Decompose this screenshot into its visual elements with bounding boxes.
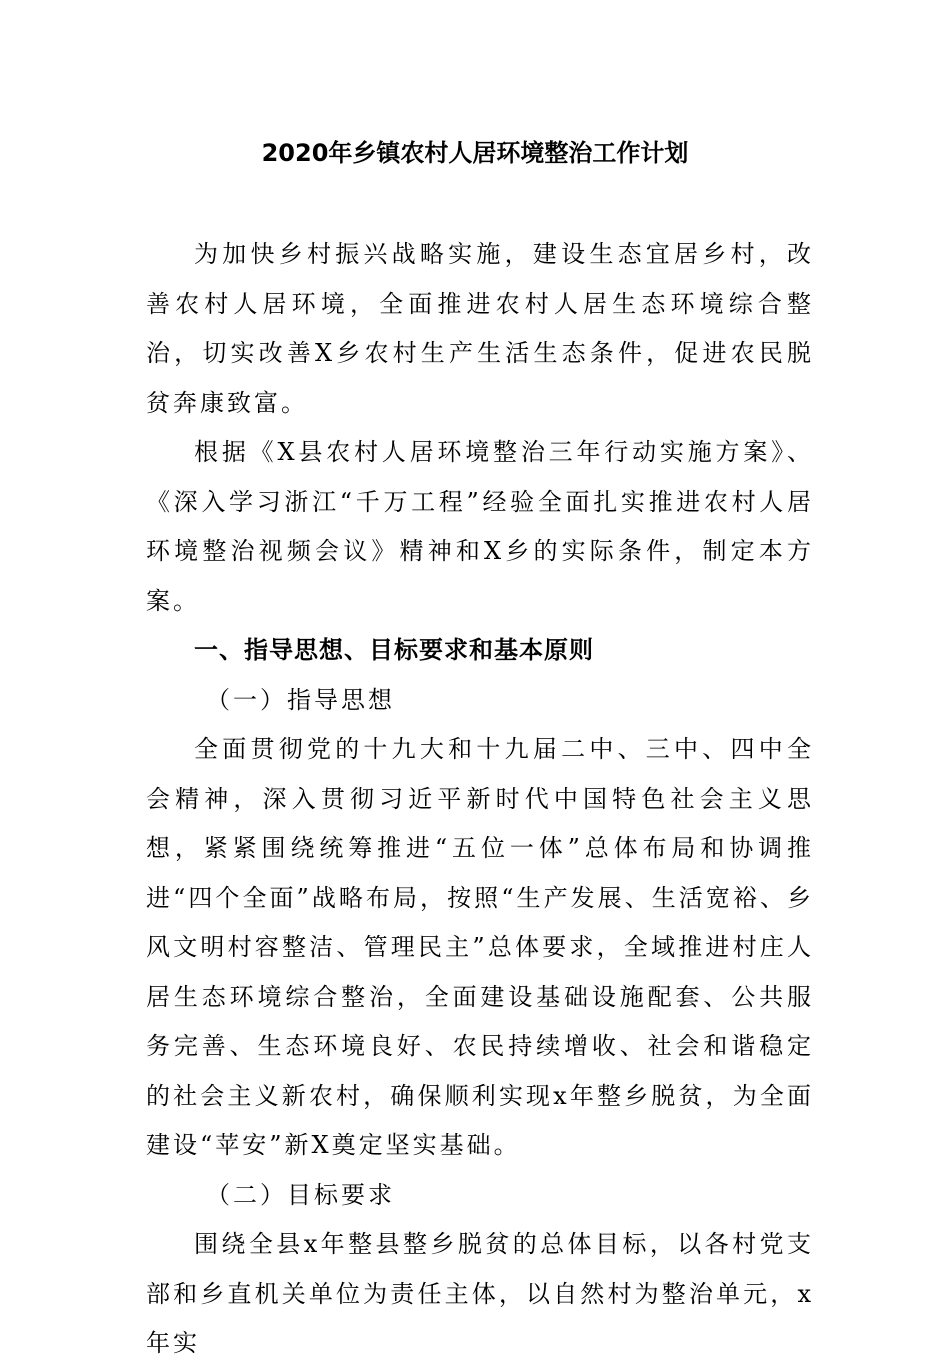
document-title: 2020年乡镇农村人居环境整治工作计划 bbox=[261, 139, 689, 167]
subsection-heading-goals: （二）目标要求 bbox=[206, 1180, 395, 1209]
guiding-ideology-paragraph: 全面贯彻党的十九大和十九届二中、三中、四中全会精神，深入贯彻习近平新时代中国特色社会主义思想，紧紧围绕统筹推进“五位一体”总体布局和协调推进“四个全面”战略布局，按照“生产发展、生活宽裕、乡风文明村容整洁、管理民主”总体要求，全域推进村庄人居生态环境综合整治，全面建设基础设施配套、公共服务完善、生态环境良好、农民持续增收、社会和谐稳定的社会主义新农村，确保顺利实现x年整乡脱贫，为全面建设“苹安”新X奠定坚实基础。 bbox=[146, 735, 814, 1159]
subsection-heading-guiding-ideology: （一）指导思想 bbox=[206, 685, 395, 714]
basis-paragraph: 根据《X县农村人居环境整治三年行动实施方案》、《深入学习浙江“千万工程”经验全面扎实推进农村人居环境整治视频会议》精神和X乡的实际条件，制定本方案。 bbox=[146, 438, 814, 615]
section-heading-1: 一、指导思想、目标要求和基本原则 bbox=[194, 636, 594, 664]
intro-paragraph: 为加快乡村振兴战略实施，建设生态宜居乡村，改善农村人居环境，全面推进农村人居生态环境综合整治，切实改善X乡农村生产生活生态条件，促进农民脱贫奔康致富。 bbox=[146, 240, 814, 417]
goals-paragraph: 围绕全县x年整县整乡脱贫的总体目标，以各村党支部和乡直机关单位为责任主体，以自然村为整治单元，x年实 bbox=[146, 1230, 814, 1357]
document-body bbox=[146, 230, 814, 1369]
